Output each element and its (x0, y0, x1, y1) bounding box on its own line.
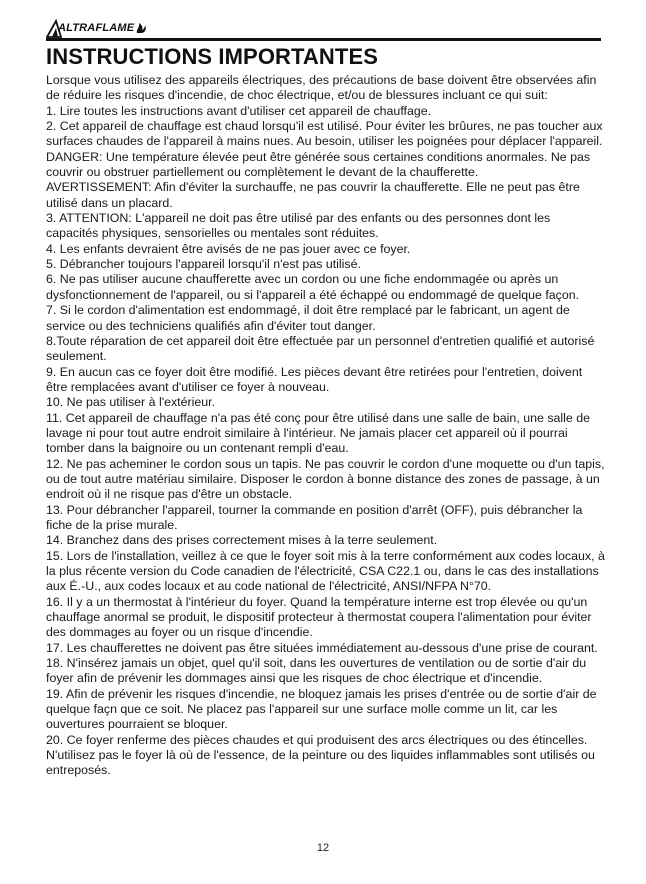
instruction-item: 9. En aucun cas ce foyer doit être modifié. Les pièces devant être retirées pour l'entretien, doivent être remplacées avant d'utiliser ce foyer à nouveau. (46, 364, 583, 394)
danger-notice: DANGER: Une température élevée peut être générée sous certaines conditions anormales. Ne pas couvrir ou obstruer partiellement ou complètement le devant de la chaufferette. (46, 149, 591, 180)
instruction-item: 11. Cet appareil de chauffage n'a pas été conç pour être utilisé dans une salle de bain, une salle de lavage ni pour tout autre endroit similaire à l'intérieur. Ne jamais placer cet appareil où il pourrai tomber dans la baignoire ou un contenant rempli d'eau. (46, 410, 591, 456)
flame-icon (135, 20, 147, 34)
logo-text: ALTRAFLAME (58, 22, 135, 34)
instruction-item: 19. Afin de prévenir les risques d'incendie, ne bloquez jamais les prises d'entrée ou de sortie d'air de quelque façn que ce soit. Ne placez pas l'appareil sur une surface molle comme un lit, car les ouvertures pourraient se bloquer. (46, 686, 597, 732)
instruction-item: 7. Si le cordon d'alimentation est endommagé, il doit être remplacé par le fabricant, un agent de service ou des techniciens qualifiés afin d'éviter tout danger. (46, 303, 570, 333)
instruction-item: 18. N'insérez jamais un objet, quel qu'il soit, dans les ouvertures de ventilation ou de sortie d'air du foyer afin de prévenir les dommages ainsi que les risques de choc électrique et d'incendie. (46, 656, 587, 686)
page-header (46, 14, 601, 40)
instruction-item: 15. Lors de l'installation, veillez à ce que le foyer soit mis à la terre conformément aux codes locaux, à la plus récente version du Code canadien de l'électricité, CSA C22.1 ou, dans le cas des installations aux É.-U., aux codes locaux et au code national de l'électricité, ANSI/NFPA N°70. (46, 548, 605, 594)
instruction-item: 4. Les enfants devraient être avisés de ne pas jouer avec ce foyer. (46, 241, 411, 256)
instruction-item: 1. Lire toutes les instructions avant d'utiliser cet appareil de chauffage. (46, 103, 432, 118)
instruction-item: 5. Débrancher toujours l'appareil lorsqu'il n'est pas utilisé. (46, 257, 361, 272)
instruction-item: 16. Il y a un thermostat à l'intérieur du foyer. Quand la température interne est trop élevée ou qu'un chauffage anormal se produit, le dispositif protecteur à thermostat coupera l'alimentation pour éviter des dommages au foyer ou un risque d'incendie. (46, 594, 592, 640)
instruction-item: 6. Ne pas utiliser aucune chaufferette avec un cordon ou une fiche endommagée ou après un dysfonctionnement de l'appareil, ou si l'appareil a été échappé ou endommagé de quelque façon. (46, 272, 580, 302)
instruction-item: 12. Ne pas acheminer le cordon sous un tapis. Ne pas couvrir le cordon d'une moquette ou d'un tapis, ou de tout autre matériau similaire. Disposer le cordon à bonne distance des zones de passage, à un endroit où il ne risque pas d'être un obstacle. (46, 456, 605, 502)
intro-paragraph: Lorsque vous utilisez des appareils électriques, des précautions de base doivent être observées afin de réduire les risques d'incendie, de choc électrique, et/ou de blessures incluant ce qui suit: (46, 73, 597, 103)
instruction-item: 20. Ce foyer renferme des pièces chaudes et qui produisent des arcs électriques ou des étincelles. N'utilisez pas le foyer là où de l'essence, de la peinture ou des liquides inflammables sont utilisés ou entreposés. (46, 732, 595, 778)
warning-notice: AVERTISSEMENT: Afin d'éviter la surchauffe, ne pas couvrir la chaufferette. Elle ne peut pas être utilisé dans un placard. (46, 180, 580, 210)
instruction-item: 13. Pour débrancher l'appareil, tourner la commande en position d'arrêt (OFF), puis débrancher la fiche de la prise murale. (46, 502, 583, 532)
page-title: INSTRUCTIONS IMPORTANTES (46, 44, 378, 69)
instruction-item: 10. Ne pas utiliser à l'extérieur. (46, 395, 216, 410)
page-number: 12 (316, 842, 330, 854)
instruction-item: 14. Branchez dans des prises correctement mises à la terre seulement. (46, 533, 438, 548)
instruction-item: 17. Les chaufferettes ne doivent pas être situées immédiatement au-dessous d'une prise de courant. (46, 640, 598, 655)
instruction-item: 2. Cet appareil de chauffage est chaud lorsqu'il est utilisé. Pour éviter les brûures, ne pas toucher aux surfaces chaudes de l'appareil à mains nues. Au besoin, utiliser les poignées pour déplacer l'appareil. (46, 119, 603, 149)
header-rule (46, 38, 601, 41)
instruction-item: 3. ATTENTION: L'appareil ne doit pas être utilisé par des enfants ou des personnes dont les capacités physiques, sensorielles ou mentales sont réduites. (46, 211, 551, 241)
instruction-item: 8.Toute réparation de cet appareil doit être effectuée par un personnel d'entretien qualifié et autorisé seulement. (46, 333, 595, 364)
altraflame-logo (46, 16, 147, 38)
instructions-body (46, 73, 606, 779)
